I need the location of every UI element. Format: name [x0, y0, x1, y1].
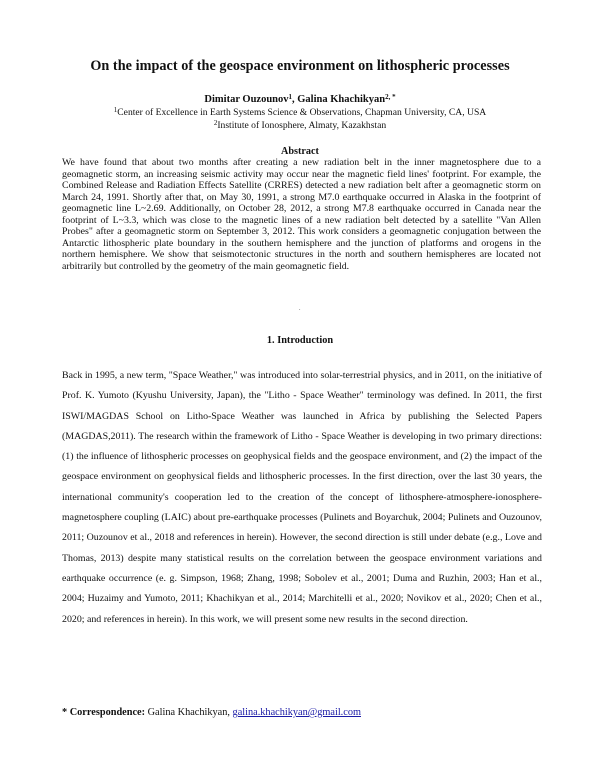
affiliation-1 [40, 107, 560, 118]
author-name: Galina Khachikyan [297, 94, 386, 105]
correspondence-email-link[interactable]: galina.khachikyan@gmail.com [232, 707, 361, 718]
paper-title: On the impact of the geospace environment on lithospheric processes [90, 58, 510, 74]
correspondence-line [62, 707, 361, 718]
abstract-text: We have found that about two months after creating a new radiation belt in the inner magnetosphere due to a geomagnetic storm, an increasing seismic activity may occur near the magnetic field lines' footprint. For example, the Combined Release and Radiation Effects Satellite (CRRES) detected a new radiation belt after a geomagnetic storm on March 24, 1991. Shortly after that, on May 30, 1991, a strong M7.0 earthquake occurred in Alaska in the footprint of geomagnetic line L~2.69. Additionally, on October 28, 2012, a strong M7.8 earthquake occurred in Canada near the footprint of L~3.3, which was close to the magnetic lines of a new radiation belt detected by a satellite "Van Allen Probes" after a geomagnetic storm on September 3, 2012. This work considers a geomagnetic conjugation between the Antarctic lithospheric plate boundary in the southern hemisphere and the junction of platforms and orogens in the northern hemisphere. We show that seismotectonic structures in the north and southern hemispheres are located not arbitrarily but controlled by the geometry of the main geomagnetic field. [62, 157, 541, 272]
author-separator: , [292, 94, 298, 105]
author-line [60, 94, 540, 105]
affiliation-2 [40, 120, 560, 131]
separator-dot: . [299, 306, 301, 312]
correspondence-name: Galina Khachikyan, [147, 707, 233, 718]
correspondence-label: * Correspondence: [62, 707, 146, 718]
section-heading-introduction: 1. Introduction [266, 335, 334, 346]
author-affiliation-mark: 1 [288, 93, 293, 101]
introduction-text: Back in 1995, a new term, "Space Weather," was introduced into solar-terrestrial physics, and in 2011, on the initiative of Prof. K. Yumoto (Kyushu University, Japan), the "Litho - Space Weather" terminology was defined. In 2011, the first ISWI/MAGDAS School on Litho-Space Weather was launched in Africa by publishing the Selected Papers (MAGDAS,2011). The research within the framework of Litho - Space Weather is developing in two primary directions: (1) the influence of lithospheric processes on geophysical fields and the geospace environment, and (2) the impact of the geospace environment on geophysical fields and lithospheric processes. In the first direction, over the last 30 years, the international community's cooperation led to the creation of the concept of lithosphere-atmosphere-ionosphere-magnetosphere coupling (LAIC) about pre-earthquake processes (Pulinets and Boyarchuk, 2004; Pulinets and Ouzounov, 2011; Ouzounov et al., 2018 and references in herein). However, the second direction is still under debate (e.g., Love and Thomas, 2013) despite many statistical results on the correlation between the geospace environment variations and earthquake occurrence (e. g. Simpson, 1968; Zhang, 1998; Sobolev et al., 2001; Duma and Ruzhin, 2003; Han et al., 2004; Huzaimy and Yumoto, 2011; Khachikyan et al., 2014; Marchitelli et al., 2020; Novikov et al., 2020; Chen et al., 2020; and references in herein). In this work, we will present some new results in the second direction. [62, 370, 542, 625]
affiliation-text: Institute of Ionosphere, Almaty, Kazakhstan [217, 120, 387, 131]
author-affiliation-mark: 2, * [385, 93, 396, 101]
affiliation-mark: 1 [113, 106, 118, 114]
author-name: Dimitar Ouzounov [204, 94, 289, 105]
affiliation-mark: 2 [213, 119, 218, 127]
abstract-heading: Abstract [281, 146, 319, 157]
affiliation-text: Center of Excellence in Earth Systems Science & Observations, Chapman University, CA, USA [117, 107, 487, 118]
